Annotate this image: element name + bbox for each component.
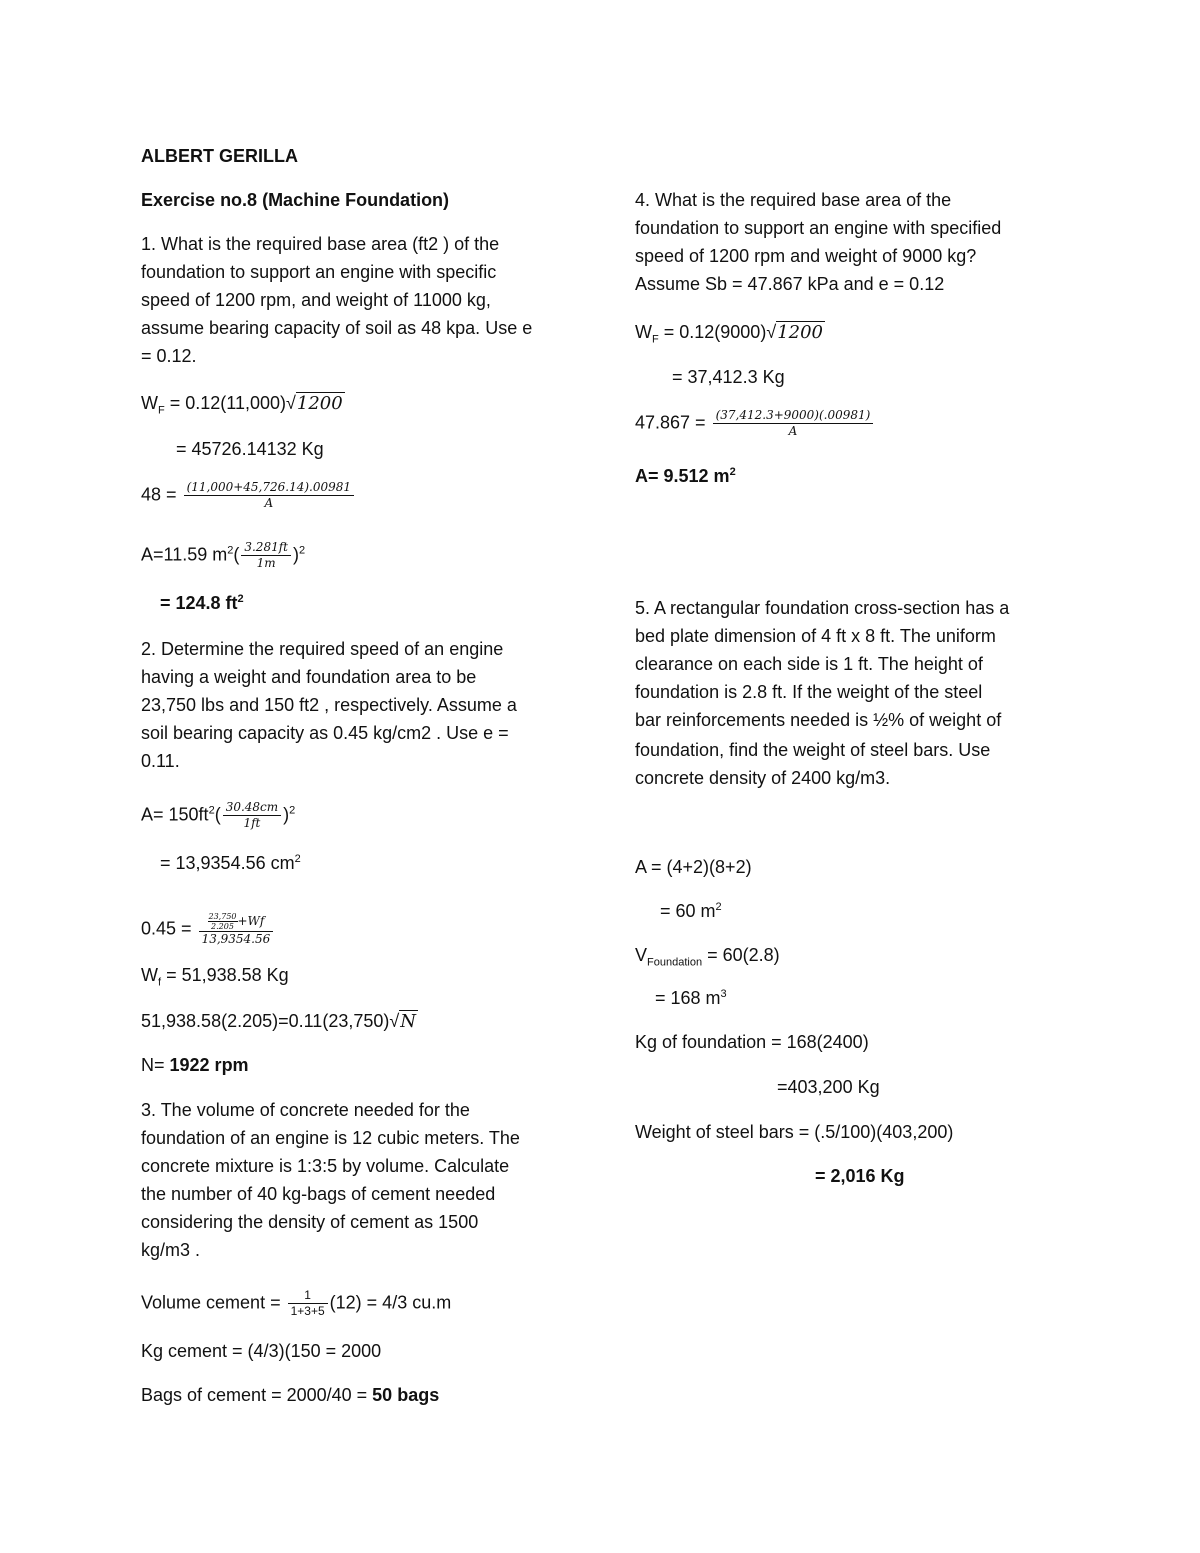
q5-text-line: clearance on each side is 1 ft. The height of: [635, 654, 983, 674]
q1-text-line: speed of 1200 rpm, and weight of 11000 kg,: [141, 290, 491, 310]
q5-kg-foundation: Kg of foundation = 168(2400): [635, 1032, 869, 1052]
q1-area-conversion: A=11.59 $m^2$( $\frac{3.281ft}{1m}$ )$^2$: [141, 540, 306, 570]
q5-text-line: bed plate dimension of 4 ft x 8 ft. The uniform: [635, 626, 996, 646]
q5-area-equation: A = (4+2)(8+2): [635, 857, 752, 877]
exercise-title: Exercise no.8 (Machine Foundation): [141, 190, 450, 210]
q4-text-line: 4. What is the required base area of the: [635, 190, 952, 210]
q2-area-result: = 13,9354.56 $cm^2$: [160, 853, 301, 873]
q3-text-line: concrete mixture is 1:3:5 by volume. Calculate: [141, 1156, 510, 1176]
q2-text-line: 0.11.: [141, 751, 180, 771]
q4-text-line: speed of 1200 rpm and weight of 9000 kg?: [635, 246, 977, 266]
q4-text-line: foundation to support an engine with specified: [635, 218, 1002, 238]
q3-text-line: the number of 40 kg-bags of cement needed: [141, 1184, 496, 1204]
q1-text-line: 1. What is the required base area (ft2 ) of the: [141, 234, 500, 254]
q3-text-line: kg/m3 .: [141, 1240, 201, 1260]
q5-area-result: = 60 $m^2$: [660, 901, 722, 921]
q3-volume-equation: Volume cement = $\frac{1}{1+3+5}$ (12) = 4/3 cu.m: [141, 1288, 452, 1318]
q1-pressure-equation: 48 = $\frac{(11,000+45,726.14).00981}{A}$: [141, 480, 356, 511]
q1-text-line: = 0.12.: [141, 346, 197, 366]
q1-wf-equation: $W_F = 0.12(11,000)√1200$: [141, 393, 343, 417]
q5-text-line: concrete density of 2400 kg/m3.: [635, 768, 891, 788]
q1-text-line: assume bearing capacity of soil as 48 kpa. Use e: [141, 318, 533, 338]
q3-text-line: 3. The volume of concrete needed for the: [141, 1100, 470, 1120]
q5-text-line: foundation, find the weight of steel bars. Use: [635, 740, 991, 760]
q1-wf-result: = 45726.14132 Kg: [176, 439, 324, 459]
q5-kg-result: =403,200 Kg: [777, 1077, 880, 1097]
q1-text-line: foundation to support an engine with specific: [141, 262, 497, 282]
q5-volume-result: = 168 $m^3$: [655, 988, 727, 1008]
q3-answer: Bags of cement = 2000/40 = 50 bags: [141, 1385, 440, 1405]
q2-text-line: 2. Determine the required speed of an engine: [141, 639, 504, 659]
author-name: ALBERT GERILLA: [141, 146, 298, 166]
q2-text-line: 23,750 lbs and 150 ft2 , respectively. Assume a: [141, 695, 517, 715]
q4-wf-result: = 37,412.3 Kg: [672, 367, 785, 387]
q2-text-line: soil bearing capacity as 0.45 kg/cm2 . Use e =: [141, 723, 509, 743]
q4-wf-equation: $W_F = 0.12(9000)√1200$: [635, 322, 824, 346]
q4-text-line: Assume Sb = 47.867 kPa and e = 0.12: [635, 274, 945, 294]
q5-text-line: foundation is 2.8 ft. If the weight of the steel: [635, 682, 983, 702]
q2-answer: N= 1922 rpm: [141, 1055, 249, 1075]
q5-answer: = 2,016 Kg: [815, 1166, 905, 1186]
q2-area-conversion: $A= 150ft^2$( $\frac{30.48cm}{1ft}$ )$^2$: [141, 800, 296, 830]
q5-text-line: 5. A rectangular foundation cross-section has a: [635, 598, 1010, 618]
q4-answer: A= 9.512 $m^2$: [635, 466, 736, 486]
q4-pressure-equation: 47.867 = $\frac{(37,412.3+9000)(.00981)}{A}$: [635, 408, 875, 439]
q2-wf-result: $W_f = 51,938.58$ Kg: [141, 965, 289, 989]
q5-volume-equation: $V_{Foundation} = 60(2.8)$: [635, 945, 780, 969]
q2-text-line: having a weight and foundation area to be: [141, 667, 477, 687]
q2-pressure-equation: 0.45 = $\frac{23,750}{2.205}$ +Wf 13,9354.56: [141, 912, 275, 947]
q1-answer: = 124.8 $ft^2$: [160, 593, 244, 613]
q3-text-line: foundation of an engine is 12 cubic meters. The: [141, 1128, 520, 1148]
q3-kg-cement: Kg cement = (4/3)(150 = 2000: [141, 1341, 382, 1361]
q5-steel-equation: Weight of steel bars = (.5/100)(403,200): [635, 1122, 954, 1142]
q3-text-line: considering the density of cement as 1500: [141, 1212, 479, 1232]
q5-text-line: bar reinforcements needed is ½% of weight of: [635, 710, 1002, 730]
q2-speed-equation: 51,938.58(2.205)=0.11(23,750)√N: [141, 1011, 417, 1032]
